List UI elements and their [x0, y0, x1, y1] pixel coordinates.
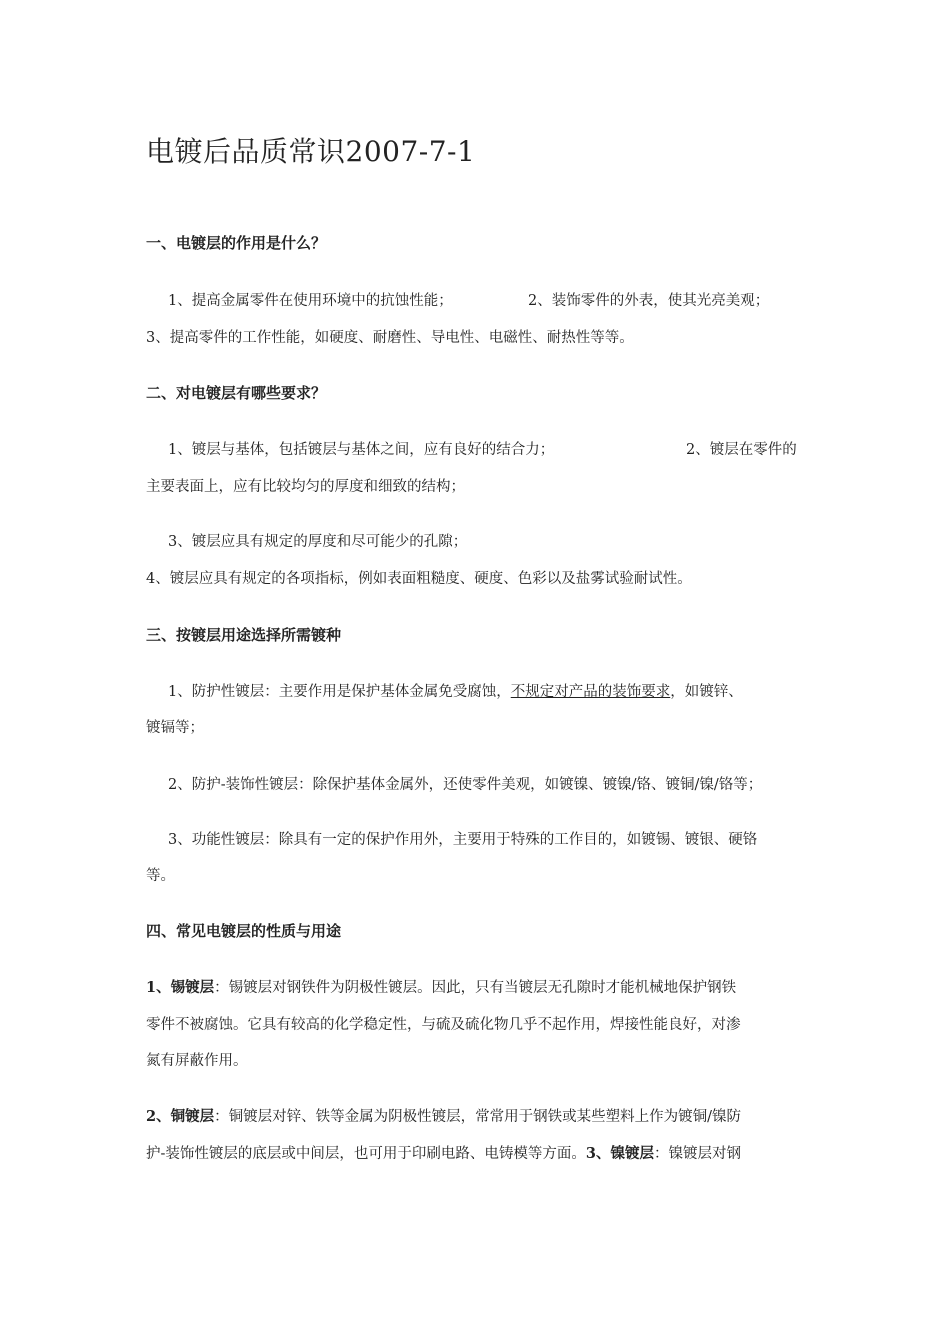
s3-para-2: 2、防护-装饰性镀层：除保护基体金属外，还使零件美观，如镀镍、镀镍/铬、镀铜/镍/铬等；: [168, 777, 763, 793]
s4-para-2-line-1: [146, 1105, 741, 1126]
s4-para-1-line-3: 氮有屏蔽作用。: [146, 1053, 248, 1069]
s3-para-1-text-b: ，如镀锌、: [670, 684, 743, 700]
s4-para-3-label: 3、镍镀层: [585, 1145, 654, 1162]
section-2-heading: 二、对电镀层有哪些要求？: [146, 384, 327, 402]
s1-item-3: 3、提高零件的工作性能，如硬度、耐磨性、导电性、电磁性、耐热性等等。: [146, 330, 634, 346]
section-3-heading: 三、按镀层用途选择所需镀种: [146, 626, 342, 644]
s4-para-1-line-1: [146, 976, 736, 997]
s3-para-3-line-1: 3、功能性镀层：除具有一定的保护作用外，主要用于特殊的工作目的，如镀锡、镀银、硬铬: [168, 832, 758, 848]
s4-para-1-text: ：锡镀层对钢铁件为阴极性镀层。因此，只有当镀层无孔隙时才能机械地保护钢铁: [214, 980, 737, 996]
s4-para-3-text: ：镍镀层对钢: [654, 1146, 741, 1162]
s4-para-2-line-2: [146, 1142, 741, 1163]
s4-para-2-label: 2、铜镀层: [146, 1108, 215, 1125]
s2-item-2-start: 2、镀层在零件的: [686, 442, 797, 458]
s2-item-3: 3、镀层应具有规定的厚度和尽可能少的孔隙；: [168, 534, 468, 550]
s4-para-1-label: 1、锡镀层: [146, 979, 215, 996]
s2-item-1: 1、镀层与基体，包括镀层与基体之间，应有良好的结合力；: [168, 442, 555, 458]
s3-para-1-line-2: 镀镉等；: [146, 720, 204, 736]
s3-para-1-text-a: 1、防护性镀层：主要作用是保护基体金属免受腐蚀，: [168, 684, 511, 700]
section-1-heading: 一、电镀层的作用是什么？: [146, 234, 327, 252]
document-title: 电镀后品质常识2007-7-1: [146, 135, 476, 168]
section-4-heading: 四、常见电镀层的性质与用途: [146, 922, 342, 940]
s4-para-2-text-cont: 护-装饰性镀层的底层或中间层，也可用于印刷电路、电铸模等方面。: [146, 1146, 586, 1162]
s3-para-1-underlined: 不规定对产品的装饰要求: [510, 684, 671, 700]
s1-item-2: 2、装饰零件的外表，使其光亮美观；: [528, 293, 770, 309]
s2-item-2-cont: 主要表面上，应有比较均匀的厚度和细致的结构；: [146, 479, 465, 495]
s2-item-4: 4、镀层应具有规定的各项指标，例如表面粗糙度、硬度、色彩以及盐雾试验耐试性。: [146, 571, 692, 587]
s3-para-3-line-2: 等。: [146, 868, 175, 884]
s1-item-1: 1、提高金属零件在使用环境中的抗蚀性能；: [168, 293, 453, 309]
s4-para-2-text: ：铜镀层对锌、铁等金属为阴极性镀层，常常用于钢铁或某些塑料上作为镀铜/镍防: [214, 1109, 741, 1125]
s3-para-1-line-1: [168, 680, 743, 701]
s4-para-1-line-2: 零件不被腐蚀。它具有较高的化学稳定性，与硫及硫化物几乎不起作用，焊接性能良好，对渗: [146, 1017, 741, 1033]
